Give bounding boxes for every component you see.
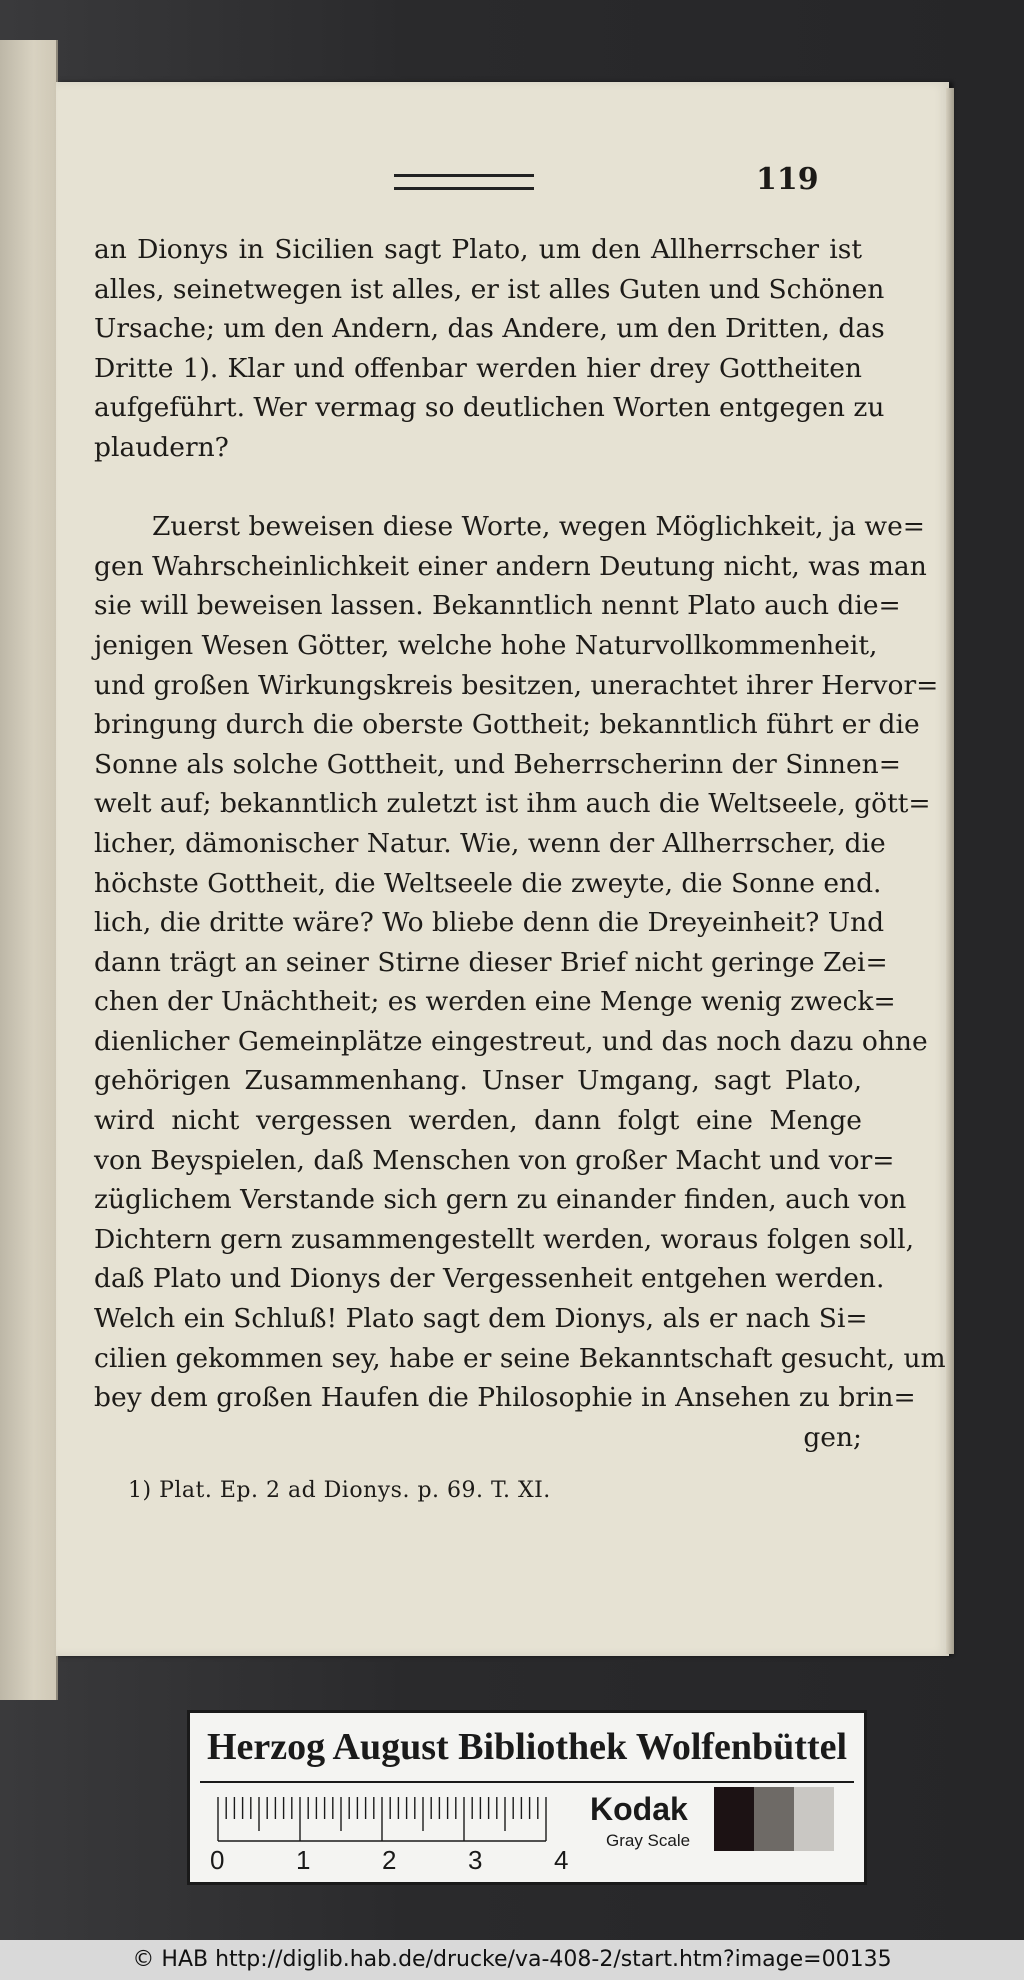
page-text: [94, 230, 946, 1457]
text-line: Zuerst beweisen diese Worte, wegen Möglichkeit, ja we=: [152, 511, 925, 543]
text-line: dienlicher Gemeinplätze eingestreut, und das noch dazu ohne: [94, 1025, 928, 1057]
gray-swatch: [714, 1787, 754, 1851]
text-line: Sonne als solche Gottheit, und Beherrscherinn der Sinnen=: [94, 748, 901, 780]
text-line: höchste Gottheit, die Weltseele die zweyte, die Sonne end.: [94, 867, 882, 899]
ruler-number: 1: [296, 1845, 311, 1875]
text-line: wird nicht vergessen werden, dann folgt eine Menge: [94, 1105, 862, 1137]
book-page: [56, 82, 949, 1656]
header-rule: [394, 174, 534, 190]
text-line: jenigen Wesen Götter, welche hohe Naturvollkommenheit,: [94, 629, 878, 661]
text-line: gehörigen Zusammenhang. Unser Umgang, sagt Plato,: [94, 1065, 862, 1097]
text-line: plaudern?: [94, 431, 229, 463]
text-line: alles, seinetwegen ist alles, er ist alles Guten und Schönen: [94, 273, 885, 305]
text-line: sie will beweisen lassen. Bekanntlich nennt Plato auch die=: [94, 590, 901, 622]
text-line: licher, dämonischer Natur. Wie, wenn der Allherrscher, die: [94, 827, 886, 859]
page-edge: [946, 88, 954, 1654]
page-number: 119: [756, 162, 819, 197]
card-divider: [200, 1781, 854, 1783]
text-line: lich, die dritte wäre? Wo bliebe denn die Dreyeinheit? Und: [94, 907, 885, 939]
text-line: Dichtern gern zusammengestellt werden, woraus folgen soll,: [94, 1223, 915, 1255]
text-line: chen der Unächtheit; es werden eine Menge wenig zweck=: [94, 986, 896, 1018]
card-title: Herzog August Bibliothek Wolfenbüttel: [206, 1726, 848, 1768]
text-line: gen Wahrscheinlichkeit einer andern Deutung nicht, was man: [94, 550, 927, 582]
text-line: an Dionys in Sicilien sagt Plato, um den Allherrscher ist: [94, 234, 862, 265]
ruler-number: 0: [210, 1845, 225, 1875]
text-line: aufgeführt. Wer vermag so deutlichen Worten entgegen zu: [94, 392, 885, 424]
copyright-caption: © HAB http://diglib.hab.de/drucke/va-408-2/start.htm?image=00135: [132, 1947, 892, 1972]
color-target-card: [187, 1710, 867, 1885]
adjacent-page: [0, 40, 58, 1700]
paragraph-gap: [94, 468, 862, 508]
gray-scale-label: Gray Scale: [606, 1831, 691, 1850]
text-line: bringung durch die oberste Gottheit; bekanntlich führt er die: [94, 709, 920, 741]
text-line: und großen Wirkungskreis besitzen, unerachtet ihrer Hervor=: [94, 669, 939, 701]
kodak-logo: Kodak: [590, 1791, 688, 1827]
ruler-number: 2: [382, 1845, 397, 1875]
text-line: cilien gekommen sey, habe er seine Bekanntschaft gesucht, um: [94, 1342, 946, 1374]
ruler-number: 4: [554, 1845, 569, 1875]
caption-bar: [0, 1940, 1024, 1980]
text-line: dann trägt an seiner Stirne dieser Brief nicht geringe Zei=: [94, 946, 888, 978]
text-line: Welch ein Schluß! Plato sagt dem Dionys, als er nach Si=: [94, 1303, 868, 1335]
catchword: gen;: [803, 1421, 862, 1453]
ruler-number: 3: [468, 1845, 483, 1875]
footnote: 1) Plat. Ep. 2 ad Dionys. p. 69. T. XI.: [128, 1478, 551, 1503]
text-line: von Beyspielen, daß Menschen von großer Macht und vor=: [94, 1144, 895, 1176]
text-line: bey dem großen Haufen die Philosophie in Ansehen zu brin=: [94, 1382, 916, 1414]
text-line: Ursache; um den Andern, das Andere, um den Dritten, das: [94, 313, 885, 345]
gray-swatches: [714, 1787, 834, 1851]
text-line: welt auf; bekanntlich zuletzt ist ihm auch die Weltseele, gött=: [94, 788, 931, 820]
gray-swatch: [754, 1787, 794, 1851]
text-line: daß Plato und Dionys der Vergessenheit entgehen werden.: [94, 1263, 885, 1295]
gray-swatch: [794, 1787, 834, 1851]
text-line: züglichem Verstande sich gern zu einander finden, auch von: [94, 1184, 907, 1216]
text-line: Dritte 1). Klar und offenbar werden hier drey Gottheiten: [94, 352, 862, 384]
